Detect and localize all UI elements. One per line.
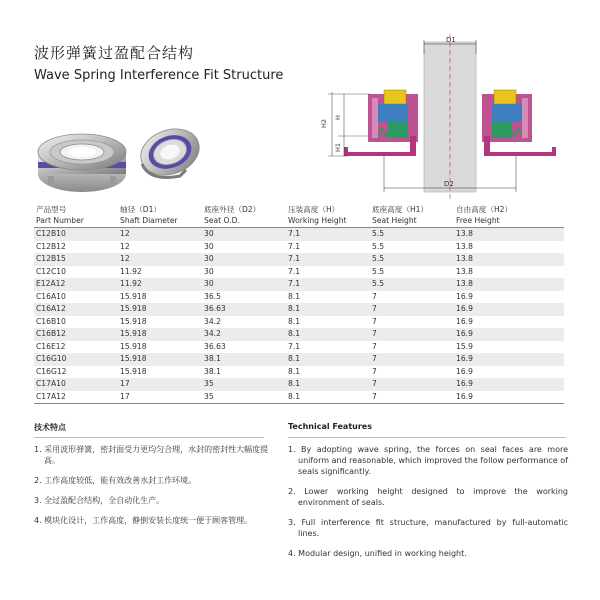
header-seat-height: 底座高度（H1） Seat Height (372, 205, 429, 225)
cell: 7.1 (288, 266, 301, 276)
cell: C12C10 (36, 266, 66, 276)
table-row (34, 291, 564, 304)
seal-photo-side (134, 121, 205, 183)
table-row (34, 241, 564, 254)
table-row (34, 228, 564, 241)
cell: 8.1 (286, 303, 370, 316)
cell: 16.9 (454, 303, 564, 316)
cell: 7.1 (286, 253, 370, 266)
cell: C16G12 (36, 366, 67, 376)
cell: C16E12 (36, 341, 66, 351)
cell: 11.92 (120, 266, 142, 276)
cell: 13.8 (456, 266, 473, 276)
table-row (34, 366, 564, 379)
cell: 8.1 (286, 328, 370, 341)
features-en-list (288, 444, 568, 568)
cell: 16.9 (454, 378, 564, 391)
seal-photo-front (38, 134, 126, 192)
cell: 15.918 (118, 303, 202, 316)
table-row (34, 328, 564, 341)
list-item: 2. Lower working height designed to improve the working environment of seals. (288, 487, 568, 507)
cell: 7 (372, 366, 377, 376)
label-d1: D1 (446, 36, 456, 44)
table-header-row (34, 203, 564, 228)
cell: 17 (118, 391, 202, 404)
cell: 12 (118, 228, 202, 241)
cell: C12B12 (36, 241, 66, 251)
title-english: Wave Spring Interference Fit Structure (34, 68, 284, 83)
cell: C16A10 (36, 291, 66, 301)
cell: 16.9 (456, 366, 473, 376)
features-en-divider (288, 437, 566, 438)
seal-section-left (344, 90, 418, 156)
cell: 8.1 (286, 378, 370, 391)
features-cn-divider (34, 437, 264, 438)
title-chinese: 波形弹簧过盈配合结构 (34, 44, 195, 62)
cell: 15.918 (118, 353, 202, 366)
cell: 5.5 (372, 241, 385, 251)
cell: 36.63 (204, 341, 226, 351)
cell: 30 (202, 278, 286, 291)
list-item: 3. 全过盈配合结构，全自动化生产。 (34, 496, 165, 505)
cell: 7.1 (288, 241, 301, 251)
cell: 38.1 (202, 353, 286, 366)
cell: 7 (370, 378, 454, 391)
cell: 36.5 (204, 291, 221, 301)
cell: 7.1 (286, 278, 370, 291)
cell: 7 (372, 291, 377, 301)
cell: 7.1 (286, 228, 370, 241)
label-h2: H2 (320, 118, 328, 128)
list-item: 4. Modular design, unified in working height. (288, 549, 467, 558)
cell: 30 (202, 253, 286, 266)
features-en-title: Technical Features (288, 422, 372, 431)
cell: 12 (120, 241, 130, 251)
label-h: H (334, 115, 342, 120)
list-item: 4. 模块化设计，工作高度，静倒安装长度统一便于顾客管理。 (34, 516, 253, 525)
table-row (34, 378, 564, 391)
cell: 16.9 (454, 391, 564, 404)
cell: 30 (204, 266, 214, 276)
list-item: 3. Full interference fit structure, manufactured by full-automatic lines. (288, 518, 568, 538)
cell: 15.9 (456, 341, 473, 351)
cell: 30 (204, 241, 214, 251)
cell: 11.92 (118, 278, 202, 291)
cell: 7 (372, 316, 377, 326)
spec-table (34, 203, 564, 404)
cell: 5.5 (370, 228, 454, 241)
cell: 7 (370, 353, 454, 366)
table-row (34, 353, 564, 366)
table-row (34, 266, 564, 279)
header-shaft-diameter: 轴径（D1） Shaft Diameter (120, 205, 178, 225)
cell: C12B10 (34, 228, 118, 241)
cell: 7.1 (288, 341, 301, 351)
cell: 5.5 (370, 278, 454, 291)
cell: C16G10 (34, 353, 118, 366)
label-h1: H1 (334, 142, 342, 152)
cell: 7 (372, 341, 377, 351)
cell: 13.8 (454, 278, 564, 291)
cell: 8.1 (288, 366, 301, 376)
cell: 13.8 (454, 228, 564, 241)
table-row (34, 253, 564, 266)
cell: C12B15 (34, 253, 118, 266)
cell: 7 (370, 391, 454, 404)
cell: C16B10 (36, 316, 66, 326)
cell: 8.1 (286, 353, 370, 366)
cell: 38.1 (204, 366, 221, 376)
table-row (34, 316, 564, 329)
cell: 5.5 (370, 253, 454, 266)
cell: 16.9 (454, 353, 564, 366)
cell: 8.1 (286, 391, 370, 404)
seal-section-right (482, 90, 556, 156)
cell: C17A10 (34, 378, 118, 391)
cell: 7 (370, 303, 454, 316)
features-cn-list (34, 444, 269, 535)
cell: 15.918 (120, 366, 147, 376)
cell: 15.918 (120, 341, 147, 351)
cell: C17A12 (34, 391, 118, 404)
cell: C16B12 (34, 328, 118, 341)
cell: 15.918 (120, 316, 147, 326)
cell: 36.63 (202, 303, 286, 316)
table-row (34, 278, 564, 291)
cell: 34.2 (202, 328, 286, 341)
features-cn-title: 技术特点 (34, 423, 66, 432)
table-row (34, 391, 564, 404)
cell: C16A12 (34, 303, 118, 316)
cell: 16.9 (456, 316, 473, 326)
cell: 35 (202, 391, 286, 404)
cell: 15.918 (120, 291, 147, 301)
header-free-height: 自由高度（H2） Free Height (456, 205, 513, 225)
list-item: 1. By adopting wave spring, the forces on seal faces are more uniform and reasonable, which improved the follow performance of seals significantly. (288, 445, 568, 476)
cell: 12 (118, 253, 202, 266)
cell: 35 (202, 378, 286, 391)
cell: 5.5 (372, 266, 385, 276)
table-row (34, 341, 564, 354)
cell: 30 (202, 228, 286, 241)
table-row (34, 303, 564, 316)
cell: 16.9 (456, 291, 473, 301)
cell: 8.1 (288, 316, 301, 326)
cell: 16.9 (454, 328, 564, 341)
cell: 34.2 (204, 316, 221, 326)
label-d2: D2 (444, 180, 454, 188)
cell: E12A12 (34, 278, 118, 291)
header-seat-od: 底座外径（D2） Seat O.D. (204, 205, 261, 225)
header-part-number: 产品型号 Part Number (36, 205, 84, 225)
cell: 15.918 (118, 328, 202, 341)
cell: 17 (118, 378, 202, 391)
cell: 8.1 (288, 291, 301, 301)
cross-section-diagram (318, 32, 576, 202)
list-item: 2. 工作高度较低，能有效改善水封工作环境。 (34, 476, 197, 485)
list-item: 1. 采用波形弹簧，密封面受力更均匀合理，水封的密封性大幅度提高。 (34, 445, 269, 465)
cell: 7 (370, 328, 454, 341)
cell: 13.8 (454, 253, 564, 266)
cell: 13.8 (456, 241, 473, 251)
header-working-height: 压装高度（H） Working Height (288, 205, 347, 225)
product-photo (30, 112, 210, 202)
